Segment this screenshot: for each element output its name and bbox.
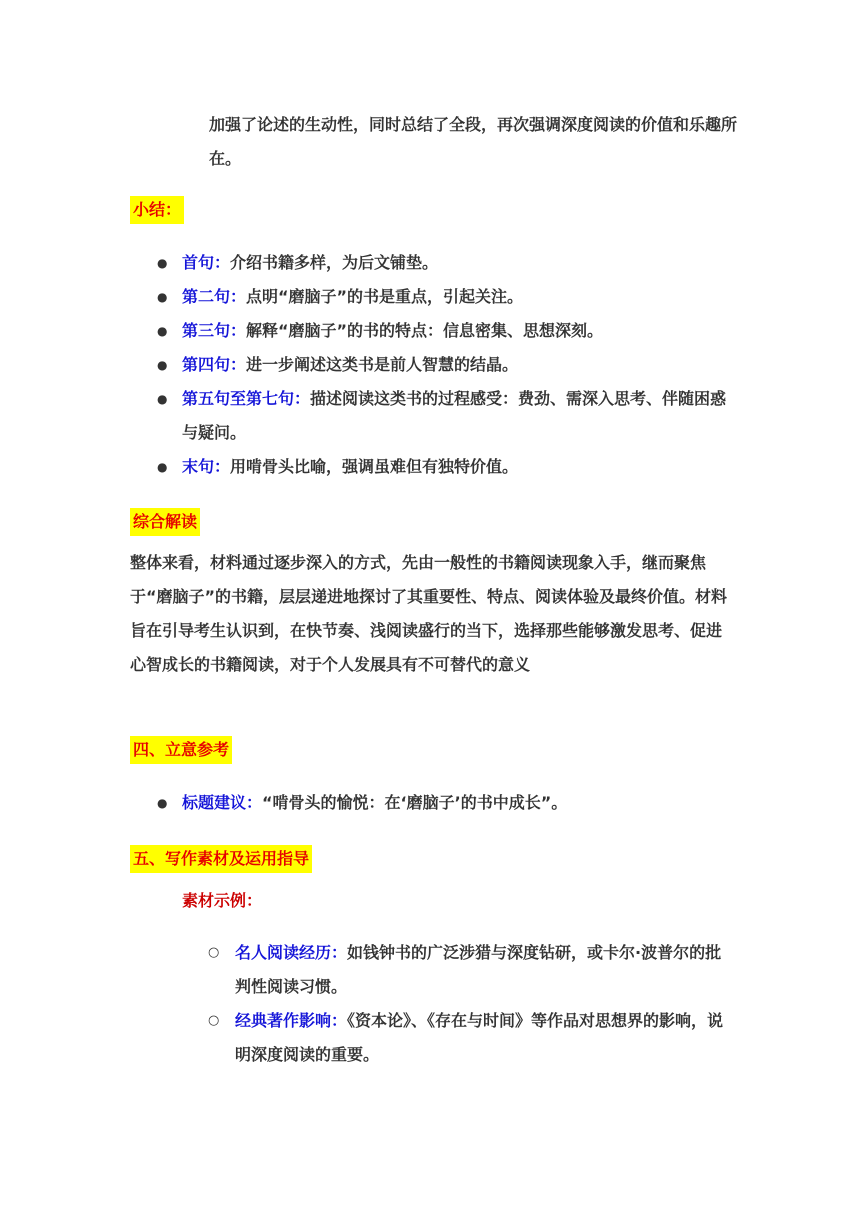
summary-heading: 小结： (130, 196, 184, 224)
list-item (157, 450, 742, 484)
summary-list (157, 246, 742, 484)
list-item (157, 280, 742, 314)
item-text: 介绍书籍多样，为后文铺垫。 (230, 253, 439, 272)
item-label: 标题建议： (182, 793, 263, 812)
bullet-icon: ● (157, 324, 168, 338)
section5-heading: 五、写作素材及运用指导 (130, 845, 312, 873)
item-label: 名人阅读经历： (235, 943, 348, 962)
comprehensive-heading: 综合解读 (130, 508, 200, 536)
list-item (208, 1004, 735, 1072)
list-item (157, 786, 742, 820)
bullet-icon: ● (157, 290, 168, 304)
item-text: 点明“磨脑子”的书是重点，引起关注。 (246, 287, 524, 306)
item-label: 第五句至第七句： (182, 389, 311, 408)
item-text: 用啃骨头比喻，强调虽难但有独特价值。 (230, 457, 519, 476)
item-text: 进一步阐述这类书是前人智慧的结晶。 (246, 355, 519, 374)
circle-bullet-icon: ○ (208, 1013, 220, 1028)
list-item (157, 348, 742, 382)
bullet-icon: ● (157, 358, 168, 372)
item-label: 经典著作影响： (235, 1011, 348, 1030)
item-label: 末句： (182, 457, 231, 476)
title-suggestion-list (157, 786, 742, 820)
item-label: 第三句： (182, 321, 247, 340)
material-subheading: 素材示例： (182, 891, 263, 910)
material-list (208, 936, 735, 1072)
item-label: 第二句： (182, 287, 247, 306)
section4-heading: 四、立意参考 (130, 736, 232, 764)
item-text: 如钱钟书的广泛涉猎与深度钻研，或卡尔·波普尔的批判性阅读习惯。 (235, 943, 722, 996)
comprehensive-paragraph: 整体来看，材料通过逐步深入的方式，先由一般性的书籍阅读现象入手，继而聚焦于“磨脑子”的书籍，层层递进地探讨了其重要性、特点、阅读体验及最终价值。材料旨在引导考生认识到，在快节奏、浅阅读盛行的当下，选择那些能够激发思考、促进心智成长的书籍阅读，对于个人发展具有不可替代的意义 (130, 553, 728, 674)
list-item (157, 314, 742, 348)
intro-paragraph: 加强了论述的生动性，同时总结了全段，再次强调深度阅读的价值和乐趣所在。 (209, 115, 738, 168)
bullet-icon: ● (157, 796, 168, 810)
list-item (157, 246, 742, 280)
item-text: “啃骨头的愉悦：在‘磨脑子’的书中成长”。 (262, 793, 568, 812)
item-label: 第四句： (182, 355, 247, 374)
item-text: 描述阅读这类书的过程感受：费劲、需深入思考、伴随困惑与疑问。 (182, 389, 727, 442)
item-text: 解释“磨脑子”的书的特点：信息密集、思想深刻。 (246, 321, 604, 340)
item-label: 首句： (182, 253, 231, 272)
circle-bullet-icon: ○ (208, 945, 220, 960)
bullet-icon: ● (157, 256, 168, 270)
bullet-icon: ● (157, 460, 168, 474)
list-item (157, 382, 742, 450)
list-item (208, 936, 735, 1004)
bullet-icon: ● (157, 392, 168, 406)
item-text: 《资本论》、《存在与时间》等作品对思想界的影响，说明深度阅读的重要。 (235, 1011, 724, 1064)
